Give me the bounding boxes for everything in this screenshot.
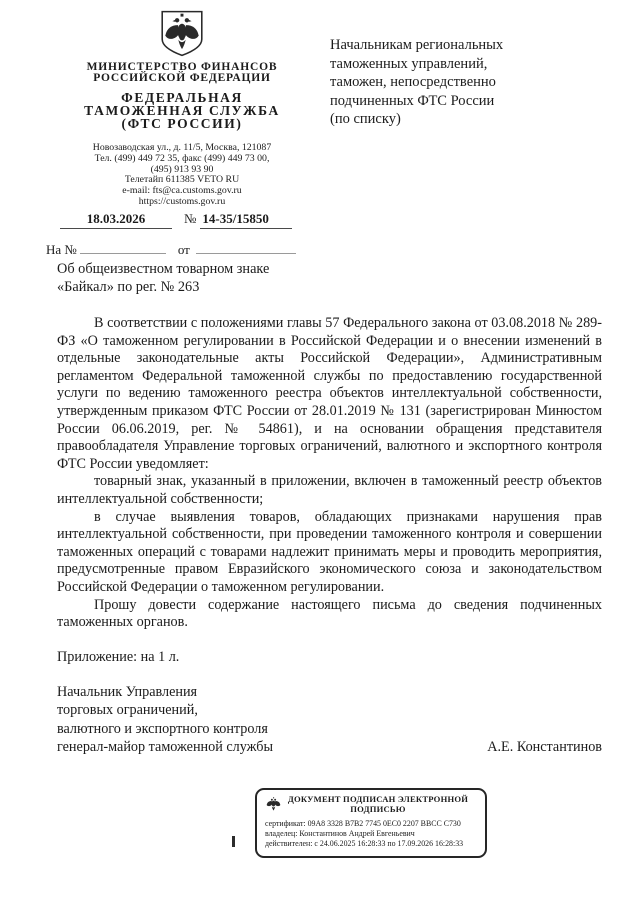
org-address-line: Новозаводская ул., д. 11/5, Москва, 121087 (92, 142, 272, 153)
body-paragraph: товарный знак, указанный в приложении, включен в таможенный реестр объектов интеллектуальной собственности; (57, 473, 602, 507)
signer-position-line: валютного и экспортного контроля (57, 720, 268, 737)
stamp-header (265, 795, 477, 814)
addressee-line: таможен, непосредственно (330, 74, 496, 91)
addressee-line: таможенных управлений, (330, 55, 488, 72)
letter-date-field (60, 211, 172, 229)
org-header (36, 10, 328, 208)
na-number-label: На № (46, 242, 77, 257)
ot-date-label: от (177, 242, 190, 257)
org-phone-line2: (495) 913 93 90 (150, 163, 214, 175)
addressee-line: подчиненных ФТС России (330, 92, 495, 109)
ministry-name-line1: МИНИСТЕРСТВО ФИНАНСОВ (86, 61, 278, 73)
signature-block (57, 683, 602, 756)
letter-number: 14-35/15850 (202, 211, 269, 226)
number-sign: № (184, 211, 197, 226)
scan-artifact-mark (232, 836, 235, 847)
org-teletype-line: Телетайп 611385 VETO RU (124, 174, 240, 186)
ministry-name-line2: РОССИЙСКОЙ ФЕДЕРАЦИИ (93, 72, 271, 84)
letter-date: 18.03.2026 (86, 211, 146, 226)
letter-number-field (200, 211, 292, 229)
stamp-details (265, 819, 477, 848)
body-paragraph: В соответствии с положениями главы 57 Федерального закона от 03.08.2018 № 289-ФЗ «О таможенном регулировании в Российской Федерации и о внесении изменений в отдельные законодательные акты Российской Федерации», Административным регламентом Федеральной таможенной службы по предоставлению государственной услуги по ведению таможенного реестра объектов интеллектуальной собственности, утвержденным приказом ФТС России от 28.01.2019 № 131 (зарегистрирован Минюстом России 06.06.2019, рег. № 54861), и на основании обращения представителя правообладателя Управление торговых ограничений, валютного и экспортного контроля ФТС России уведомляет: (57, 315, 602, 472)
body-paragraph: в случае выявления товаров, обладающих признаками нарушения прав интеллектуальной собственности, при проведении таможенного контроля и совершении таможенных операций с товарами надлежит принимать меры и проводить мероприятия, предусмотренные правом Евразийского экономического союза и законодательством Российской Федерации о таможенном регулировании. (57, 508, 602, 595)
signer-position-line: генерал-майор таможенной службы (57, 738, 274, 755)
agency-name-line1: ФЕДЕРАЛЬНАЯ (121, 90, 243, 105)
addressee-line: (по списку) (330, 111, 401, 128)
body-paragraph: Прошу довести содержание настоящего письма до сведения подчиненных таможенных органов. (57, 596, 602, 631)
letter-body (57, 315, 602, 756)
stamp-title-line2: ПОДПИСЬЮ (350, 803, 406, 814)
stamp-title-line1: ДОКУМЕНТ ПОДПИСАН ЭЛЕКТРОННОЙ (287, 794, 469, 804)
org-contact-block (36, 143, 328, 208)
subject-line2: «Байкал» по рег. № 263 (57, 278, 200, 295)
agency-name (36, 91, 328, 130)
signer-name: А.Е. Константинов (487, 738, 602, 755)
org-phone-line: Тел. (499) 449 72 35, факс (499) 449 73 00, (94, 152, 270, 164)
subject-block (57, 261, 357, 296)
ot-date-blank (196, 241, 296, 254)
na-number-blank (80, 241, 166, 254)
coat-of-arms-emblem (36, 10, 328, 59)
org-email-line: e-mail: fts@ca.customs.gov.ru (122, 185, 242, 197)
stamp-owner: владелец: Константинов Андрей Евгеньевич (265, 828, 415, 838)
signer-position-line: торговых ограничений, (57, 702, 198, 719)
electronic-signature-stamp (255, 788, 487, 858)
addressee-line: Начальникам региональных (330, 37, 504, 53)
reply-reference-line (46, 241, 296, 258)
signer-position (57, 683, 273, 756)
attachment-note: Приложение: на 1 л. (57, 648, 180, 665)
agency-name-line3: (ФТС РОССИИ) (121, 116, 243, 131)
signer-position-line: Начальник Управления (57, 684, 198, 701)
stamp-eagle-icon (266, 796, 281, 812)
reference-line (60, 211, 292, 229)
org-website-line: https://customs.gov.ru (138, 195, 226, 207)
stamp-validity: действителен: с 24.06.2025 16:28:33 по 17.09.2026 16:28:33 (265, 838, 464, 848)
double-headed-eagle-icon (157, 10, 207, 58)
addressee-block (330, 36, 580, 129)
agency-name-line2: ТАМОЖЕННАЯ СЛУЖБА (84, 103, 280, 118)
subject-line1: Об общеизвестном товарном знаке (57, 261, 270, 277)
stamp-certificate: сертификат: 09A8 3328 B7B2 7745 0EC0 2207 BBCC C730 (265, 819, 461, 829)
